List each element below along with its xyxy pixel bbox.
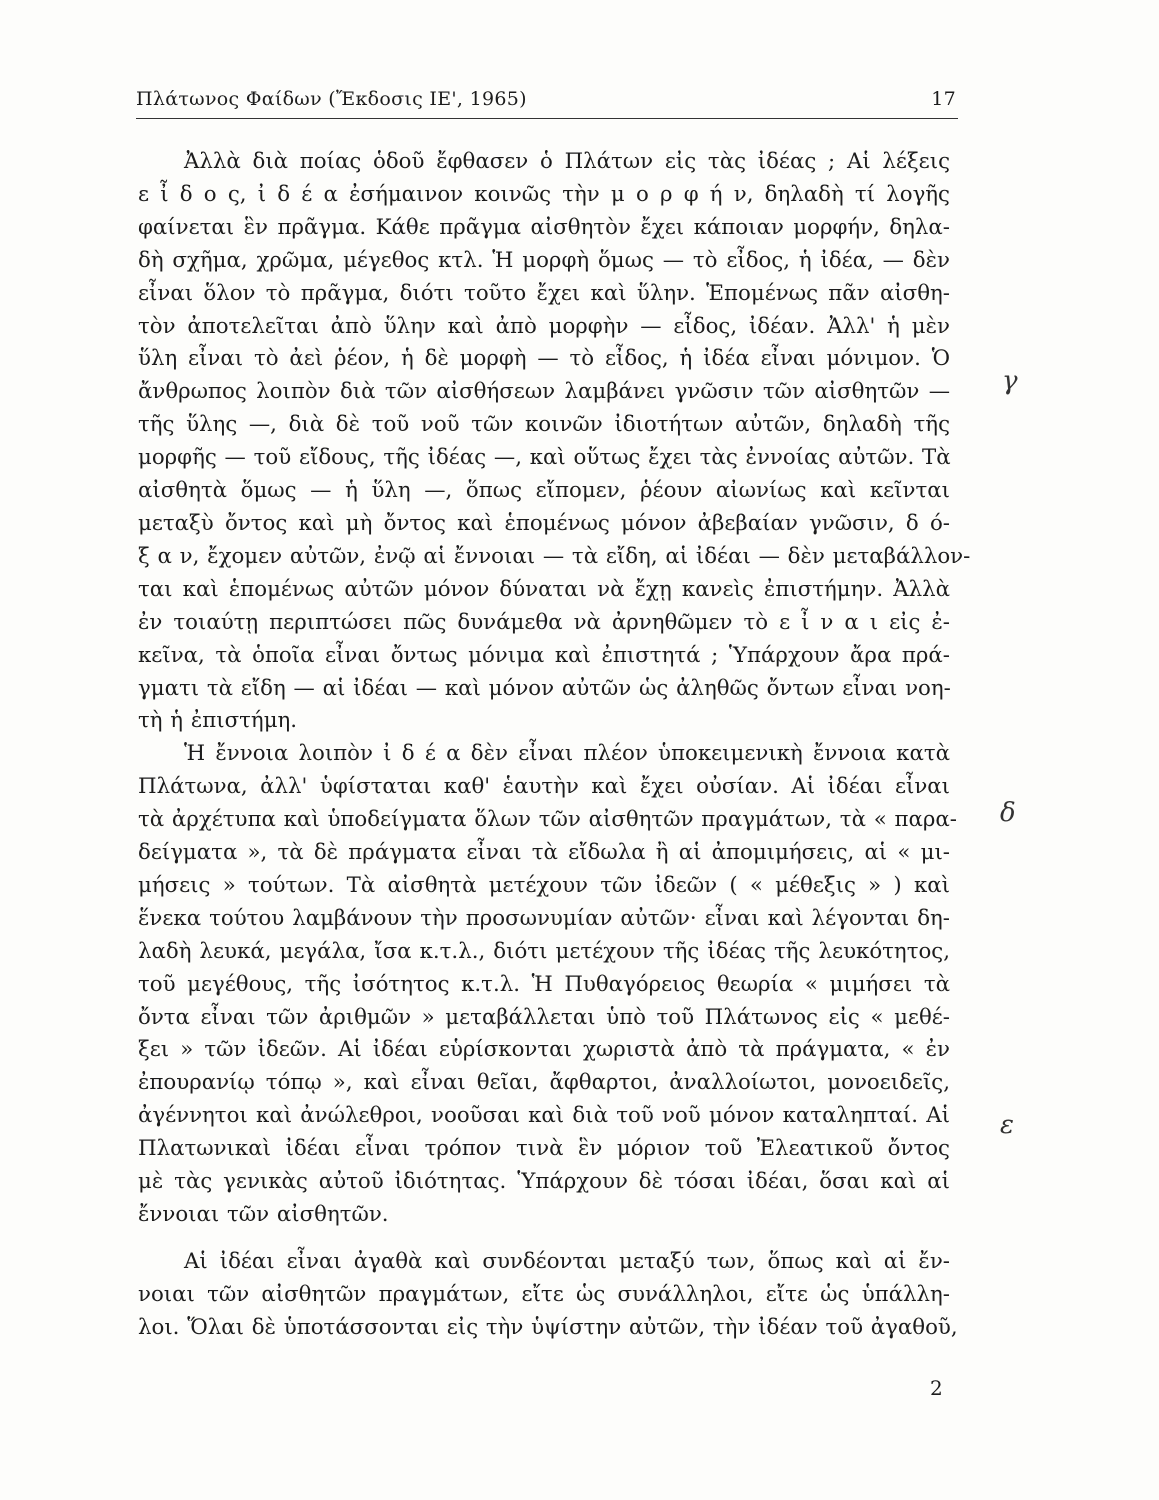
text-line: ὕλη εἶναι τὸ ἀεὶ ῥέον, ἡ δὲ μορφὴ — τὸ εἶδος, ἡ ἰδέα εἶναι μόνιμον. Ὁ [138, 346, 950, 372]
text-line: Ἡ ἔννοια λοιπὸν ἰ δ έ α δὲν εἶναι πλέον ὑποκειμενικὴ ἔννοια κατὰ [184, 741, 950, 767]
header-page-number: 17 [931, 88, 956, 110]
margin-note-epsilon: ε [1000, 1110, 1014, 1140]
text-line: τὴ ἡ ἐπιστήμη. [138, 708, 298, 734]
sheet-number: 2 [930, 1376, 943, 1400]
text-line: ὄντα εἶναι τῶν ἀριθμῶν » μεταβάλλεται ὑπὸ τοῦ Πλάτωνος εἰς « μεθέ- [138, 1004, 950, 1030]
text-line: Αἱ ἰδέαι εἶναι ἀγαθὰ καὶ συνδέονται μεταξύ των, ὅπως καὶ αἱ ἔν- [184, 1248, 950, 1274]
paragraph-3 [138, 1246, 958, 1345]
text-line: δὴ σχῆμα, χρῶμα, μέγεθος κτλ. Ἡ μορφὴ ὅμως — τὸ εἶδος, ἡ ἰδέα, — δὲν [138, 247, 950, 273]
running-header [136, 88, 956, 110]
paragraph-2 [138, 738, 957, 1232]
text-line: νοιαι τῶν αἰσθητῶν πραγμάτων, εἴτε ὡς συνάλληλοι, εἴτε ὡς ὑπάλλη- [138, 1281, 950, 1307]
text-line: Πλάτωνα, ἀλλ' ὑφίσταται καθ' ἑαυτὴν καὶ ἔχει οὐσίαν. Αἱ ἰδέαι εἶναι [138, 774, 950, 800]
text-line: ἀγέννητοι καὶ ἀνώλεθροι, νοοῦσαι καὶ διὰ τοῦ νοῦ μόνον καταληπταί. Αἱ [138, 1103, 950, 1129]
text-line: τῆς ὕλης —, διὰ δὲ τοῦ νοῦ τῶν κοινῶν ἰδιοτήτων αὐτῶν, δηλαδὴ τῆς [138, 412, 950, 438]
paragraph-1 [138, 146, 971, 738]
margin-note-gamma: γ [1002, 366, 1018, 396]
text-line: ἐν τοιαύτῃ περιπτώσει πῶς δυνάμεθα νὰ ἀρνηθῶμεν τὸ ε ἶ ν α ι εἰς ἐ- [138, 609, 950, 635]
text-line: λοι. Ὅλαι δὲ ὑποτάσσονται εἰς τὴν ὑψίστην αὐτῶν, τὴν ἰδέαν τοῦ ἀγαθοῦ, [138, 1314, 958, 1340]
text-line: ἕνεκα τούτου λαμβάνουν τὴν προσωνυμίαν αὐτῶν· εἶναι καὶ λέγονται δη- [138, 905, 950, 931]
text-line: δείγματα », τὰ δὲ πράγματα εἶναι τὰ εἴδωλα ἢ αἱ ἀπομιμήσεις, αἱ « μι- [138, 840, 950, 866]
text-line: μεταξὺ ὄντος καὶ μὴ ὄντος καὶ ἑπομένως μόνον ἀβεβαίαν γνῶσιν, δ ό- [138, 510, 950, 536]
text-line: ἔννοιαι τῶν αἰσθητῶν. [138, 1202, 389, 1227]
text-line: μήσεις » τούτων. Τὰ αἰσθητὰ μετέχουν τῶν ἰδεῶν ( « μέθεξις » ) καὶ [138, 872, 950, 898]
text-line: τὸν ἀποτελεῖται ἀπὸ ὕλην καὶ ἀπὸ μορφὴν — εἶδος, ἰδέαν. Ἀλλ' ἡ μὲν [138, 313, 950, 339]
text-line: εἶναι ὅλον τὸ πρᾶγμα, διότι τοῦτο ἔχει καὶ ὕλην. Ἑπομένως πᾶν αἰσθη- [138, 280, 950, 306]
text-line: Ἀλλὰ διὰ ποίας ὁδοῦ ἔφθασεν ὁ Πλάτων εἰς τὰς ἰδέας ; Αἱ λέξεις [184, 149, 950, 174]
text-line: ἐπουρανίῳ τόπῳ », καὶ εἶναι θεῖαι, ἄφθαρτοι, ἀναλλοίωτοι, μονοειδεῖς, [138, 1070, 950, 1096]
text-line: φαίνεται ἓν πρᾶγμα. Κάθε πρᾶγμα αἰσθητὸν ἔχει κάποιαν μορφήν, δηλα- [138, 214, 950, 240]
header-title: Πλάτωνος Φαίδων (Ἔκδοσις ΙΕ', 1965) [136, 88, 527, 110]
text-line: ξ α ν, ἔχομεν αὐτῶν, ἐνῷ αἱ ἔννοιαι — τὰ εἴδη, αἱ ἰδέαι — δὲν μεταβάλλον- [138, 543, 971, 569]
text-line: ξει » τῶν ἰδεῶν. Αἱ ἰδέαι εὑρίσκονται χωριστὰ ἀπὸ τὰ πράγματα, « ἐν [138, 1037, 950, 1063]
header-rule [136, 118, 958, 119]
text-line: ται καὶ ἑπομένως αὐτῶν μόνον δύναται νὰ ἔχῃ κανεὶς ἐπιστήμην. Ἀλλὰ [138, 576, 950, 602]
text-line: ε ἶ δ ο ς, ἰ δ έ α ἐσήμαινον κοινῶς τὴν μ ο ρ φ ή ν, δηλαδὴ τί λογῆς [138, 181, 950, 207]
text-line: τοῦ μεγέθους, τῆς ἰσότητος κ.τ.λ. Ἡ Πυθαγόρειος θεωρία « μιμήσει τὰ [138, 971, 950, 997]
text-line: τὰ ἀρχέτυπα καὶ ὑποδείγματα ὅλων τῶν αἰσθητῶν πραγμάτων, τὰ « παρα- [138, 807, 957, 833]
text-line: γματι τὰ εἴδη — αἱ ἰδέαι — καὶ μόνον αὐτῶν ὡς ἀληθῶς ὄντων εἶναι νοη- [138, 675, 951, 701]
text-line: λαδὴ λευκά, μεγάλα, ἴσα κ.τ.λ., διότι μετέχουν τῆς ἰδέας τῆς λευκότητος, [138, 938, 950, 964]
text-line: αἰσθητὰ ὅμως — ἡ ὕλη —, ὅπως εἴπομεν, ῥέουν αἰωνίως καὶ κεῖνται [138, 478, 950, 504]
text-line: κεῖνα, τὰ ὁποῖα εἶναι ὄντως μόνιμα καὶ ἐπιστητά ; Ὑπάρχουν ἄρα πρά- [138, 642, 950, 668]
text-line: μορφῆς — τοῦ εἴδους, τῆς ἰδέας —, καὶ οὕτως ἔχει τὰς ἐννοίας αὐτῶν. Τὰ [138, 445, 951, 471]
text-line: ἄνθρωπος λοιπὸν διὰ τῶν αἰσθήσεων λαμβάνει γνῶσιν τῶν αἰσθητῶν — [138, 379, 950, 405]
text-line: μὲ τὰς γενικὰς αὐτοῦ ἰδιότητας. Ὑπάρχουν δὲ τόσαι ἰδέαι, ὅσαι καὶ αἱ [138, 1169, 950, 1195]
text-line: Πλατωνικαὶ ἰδέαι εἶναι τρόπον τινὰ ἓν μόριον τοῦ Ἐλεατικοῦ ὄντος [138, 1136, 950, 1162]
body-text [138, 146, 971, 1345]
margin-note-delta: δ [1000, 798, 1016, 828]
